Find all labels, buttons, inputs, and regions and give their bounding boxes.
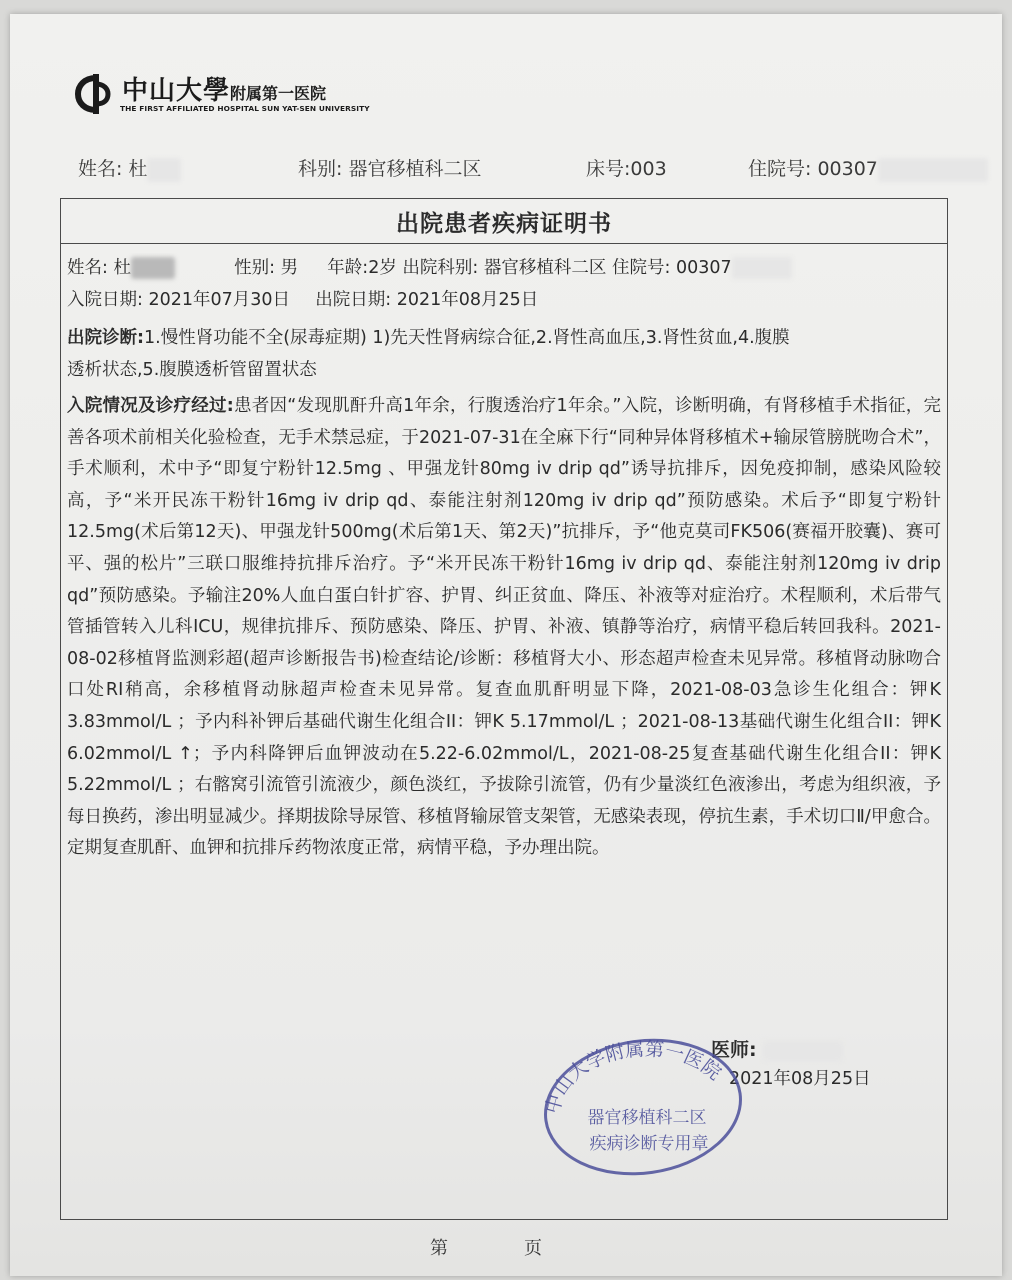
- redaction: [147, 158, 181, 182]
- redaction: [763, 1041, 843, 1061]
- header-inpatient-no: 住院号: 00307: [748, 154, 988, 182]
- redaction: [131, 257, 175, 279]
- stamp-line-1: 器官移植科二区: [587, 1108, 707, 1128]
- stamp-line-2: 疾病诊断专用章: [589, 1134, 709, 1154]
- certificate-frame: [60, 198, 948, 1220]
- header-dept: 科别: 器官移植科二区: [298, 158, 482, 180]
- divider: [61, 243, 947, 244]
- header-name: 姓名: 杜: [78, 154, 181, 182]
- certificate-title: 出院患者疾病证明书: [396, 211, 612, 237]
- page-prefix: 第: [430, 1238, 448, 1259]
- doctor-label: 医师:: [711, 1035, 843, 1062]
- official-stamp: [531, 1019, 751, 1179]
- stamp-outer-text: 中山大学附属第一医院: [541, 1038, 726, 1117]
- hospital-emblem-icon: [74, 72, 118, 116]
- header-bed: 床号:003: [586, 158, 667, 180]
- diagnosis-line-2: 透析状态,5.腹膜透析管留置状态: [67, 360, 317, 380]
- redaction: [732, 257, 792, 279]
- patient-info-row: 姓名: 杜 性别: 男 年龄:2岁 出院科别: 器官移植科二区 住院号: 00307: [67, 253, 943, 285]
- hospital-name-cn: 中山大學附属第一医院: [122, 76, 327, 106]
- redaction: [878, 158, 988, 182]
- hospital-name-en: THE FIRST AFFILIATED HOSPITAL SUN YAT-SEN UNIVERSITY: [120, 104, 370, 113]
- hospital-logo: [74, 70, 370, 120]
- dates-row: 入院日期: 2021年07月30日 出院日期: 2021年08月25日: [67, 290, 539, 310]
- diagnosis-line-1: 出院诊断:1.慢性肾功能不全(尿毒症期) 1)先天性肾病综合征,2.肾性高血压,3.肾性贫血,4.腹膜: [67, 328, 790, 348]
- page-suffix: 页: [524, 1238, 542, 1259]
- treatment-course: 入院情况及诊疗经过:患者因“发现肌酐升高1年余，行腹透治疗1年余。”入院，诊断明确，有肾移植手术指征，完善各项术前相关化验检查，无手术禁忌症，于2021-07-31在全麻下行“同种异体肾移植术+输尿管膀胱吻合术”，手术顺利，术中予“即复宁粉针12.5mg 、甲强龙针80mg iv drip qd”诱导抗排斥，因免疫抑制，感染风险较高，予“米开民冻干粉针16mg iv drip qd、泰能注射剂120mg iv drip qd”预防感染。术后予“即复宁粉针12.5mg(术后第12天)、甲强龙针500mg(术后第1天、第2天)”抗排斥，予“他克莫司FK506(赛福开胶囊)、赛可平、强的松片”三联口服维持抗排斥治疗。予“米开民冻干粉针16mg iv drip qd、泰能注射剂120mg iv drip qd”预防感染。予输注20%人血白蛋白针扩容、护胃、纠正贫血、降压、补液等对症治疗。术程顺利，术后带气管插管转入儿科ICU，规律抗排斥、预防感染、降压、护胃、补液、镇静等治疗，病情平稳后转回我科。2021-08-02移植肾监测彩超(超声诊断报告书)检查结论/诊断：移植肾大小、形态超声检查未见异常。移植肾动脉吻合口处RI稍高，余移植肾动脉超声检查未见异常。复查血肌酐明显下降，2021-08-03急诊生化组合：钾K 3.83mmol/L ；予内科补钾后基础代谢生化组合II：钾K 5.17mmol/L ；2021-08-13基础代谢生化组合II：钾K 6.02mmol/L ↑；予内科降钾后血钾波动在5.22-6.02mmol/L，2021-08-25复查基础代谢生化组合II：钾K 5.22mmol/L ；右髂窝引流管引流液少，颜色淡红，予拔除引流管，仍有少量淡红色液渗出，考虑为组织液，予每日换药，渗出明显减少。择期拔除导尿管、移植肾输尿管支架管，无感染表现，停抗生素，手术切口Ⅱ/甲愈合。定期复查肌酐、血钾和抗排斥药物浓度正常，病情平稳，予办理出院。: [67, 396, 941, 859]
- sign-date: 2021年08月25日: [729, 1069, 871, 1089]
